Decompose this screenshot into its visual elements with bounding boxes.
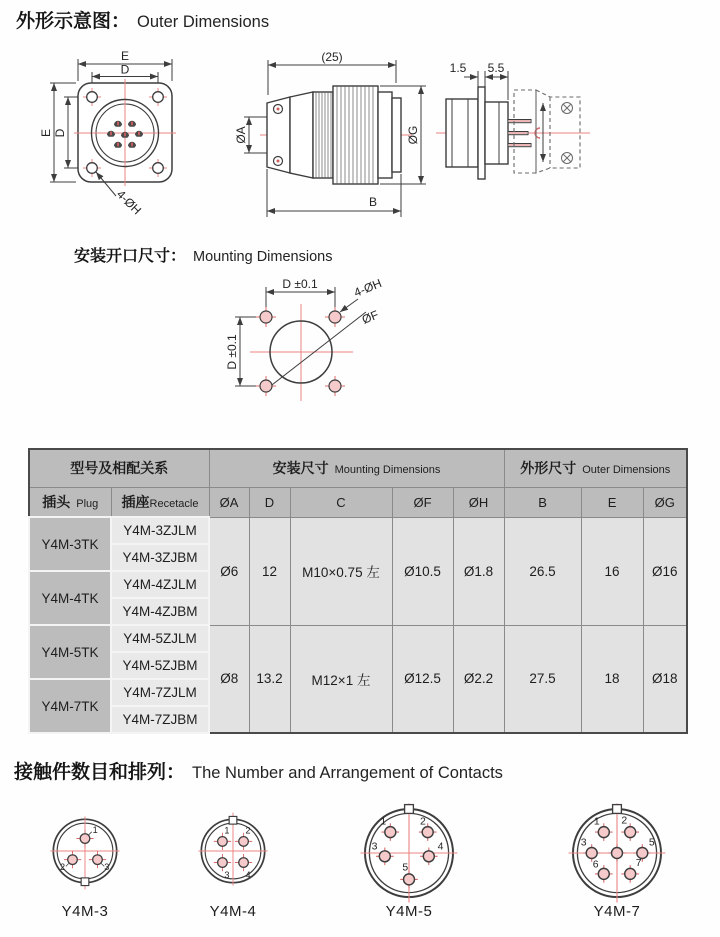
connector-label-y4m-4: Y4M-4 — [209, 903, 257, 920]
pin-number: 5 — [648, 837, 655, 849]
header-col-D: D — [249, 487, 290, 517]
bore-diameter-line — [268, 312, 366, 388]
receptacle-model: Y4M-3ZJLM — [111, 517, 209, 544]
section-title-mounting-dimensions — [74, 243, 332, 266]
section-title-contacts — [14, 757, 503, 784]
value-D: 12 — [249, 517, 290, 625]
contact-pins — [508, 120, 540, 147]
value-B: 27.5 — [504, 625, 581, 733]
value-A: Ø8 — [209, 625, 249, 733]
connector-label-y4m-7: Y4M-7 — [593, 903, 641, 920]
receptacle-model: Y4M-5ZJBM — [111, 652, 209, 679]
value-E: 16 — [581, 517, 643, 625]
value-F: Ø10.5 — [392, 517, 453, 625]
value-C: M10×0.75 左 — [290, 517, 392, 625]
receptacle-model: Y4M-7ZJBM — [111, 706, 209, 733]
dim-label-E-left: E — [39, 128, 53, 138]
header-models-group: 型号及相配关系 — [29, 449, 209, 487]
plug-model: Y4M-5TK — [29, 625, 111, 679]
contact-face-y4m-4 — [185, 803, 281, 899]
mounting-cutout-drawing — [198, 276, 448, 436]
dim-label-D-left: D ±0.1 — [225, 334, 239, 370]
title-zh: 接触件数目和排列： — [14, 762, 186, 783]
header-col-F: ØF — [392, 487, 453, 517]
dim-label-D-left: D — [53, 128, 67, 138]
pin-number: 7 — [635, 858, 642, 870]
header-receptacle: 插座Recetacle — [111, 487, 209, 517]
dim-label-D-top: D ±0.1 — [282, 277, 318, 291]
plug-model: Y4M-3TK — [29, 517, 111, 571]
flange-front-drawing — [30, 45, 230, 240]
value-F: Ø12.5 — [392, 625, 453, 733]
header-col-G: ØG — [643, 487, 687, 517]
value-C: M12×1 左 — [290, 625, 392, 733]
pin-number: 3 — [224, 869, 230, 880]
title-zh: 外形示意图： — [16, 11, 131, 32]
pin-number: 1 — [380, 816, 387, 828]
receptacle-model: Y4M-4ZJLM — [111, 571, 209, 598]
pin-number: 3 — [371, 841, 378, 853]
receptacle-model: Y4M-3ZJBM — [111, 544, 209, 571]
contact-face-y4m-3 — [37, 803, 133, 899]
receptacle-model: Y4M-7ZJLM — [111, 679, 209, 706]
contact-face-y4m-7 — [562, 798, 672, 908]
header-col-E: E — [581, 487, 643, 517]
dim-label-B: B — [368, 195, 378, 209]
receptacle-side-drawing — [428, 45, 638, 240]
spec-table — [28, 448, 688, 734]
pin-number: 1 — [224, 825, 230, 836]
receptacle-model: Y4M-5ZJLM — [111, 625, 209, 652]
pin-number: 4 — [245, 869, 251, 880]
keyway-notch — [81, 878, 89, 886]
dim-label-25: (25) — [321, 50, 343, 64]
pin-number: 3 — [104, 862, 110, 873]
keyway-notch — [405, 805, 414, 814]
connector-label-y4m-3: Y4M-3 — [61, 903, 109, 920]
value-B: 26.5 — [504, 517, 581, 625]
header-mounting-group: 安装尺寸 Mounting Dimensions — [209, 449, 504, 487]
dim-label-5-5: 5.5 — [487, 61, 505, 75]
pin-number: 1 — [593, 816, 600, 828]
dim-label-F: ØF — [359, 307, 381, 327]
value-A: Ø6 — [209, 517, 249, 625]
dim-label-4holes: 4-ØH — [351, 276, 384, 300]
value-D: 13.2 — [249, 625, 290, 733]
pin-number: 4 — [437, 841, 444, 853]
value-H: Ø1.8 — [453, 517, 504, 625]
receptacle-body — [446, 87, 508, 179]
section-title-outer-dimensions — [16, 6, 269, 33]
dim-label-1-5: 1.5 — [449, 61, 467, 75]
title-en: Mounting Dimensions — [193, 249, 333, 265]
plug-model: Y4M-4TK — [29, 571, 111, 625]
pin-number: 3 — [580, 837, 587, 849]
title-en: The Number and Arrangement of Contacts — [192, 764, 503, 782]
dim-label-A: ØA — [234, 126, 248, 144]
header-outer-group: 外形尺寸 Outer Dimensions — [504, 449, 687, 487]
plug-side-drawing — [228, 45, 443, 240]
pin-number: 2 — [621, 815, 628, 827]
dim-label-G: ØG — [406, 125, 420, 145]
pin-number: 5 — [402, 862, 409, 874]
contact-face-y4m-5 — [354, 798, 464, 908]
connector-label-y4m-5: Y4M-5 — [385, 903, 433, 920]
keyway-notch — [229, 816, 237, 824]
pin-number: 2 — [60, 862, 66, 873]
title-zh: 安装开口尺寸： — [74, 248, 187, 265]
title-en: Outer Dimensions — [137, 13, 270, 31]
value-G: Ø16 — [643, 517, 687, 625]
header-col-A: ØA — [209, 487, 249, 517]
dim-label-D-top: D — [120, 62, 130, 77]
header-col-H: ØH — [453, 487, 504, 517]
value-E: 18 — [581, 625, 643, 733]
header-plug: 插头 Plug — [29, 487, 111, 517]
header-col-B: B — [504, 487, 581, 517]
pin-number: 6 — [592, 859, 599, 871]
value-H: Ø2.2 — [453, 625, 504, 733]
pin-number: 2 — [420, 816, 426, 828]
pin-number: 1 — [92, 824, 98, 835]
plug-body — [267, 86, 401, 184]
dim-label-4holes: 4-ØH — [113, 187, 145, 218]
pin-number: 2 — [245, 825, 251, 836]
value-G: Ø18 — [643, 625, 687, 733]
receptacle-model: Y4M-4ZJBM — [111, 598, 209, 625]
header-col-C: C — [290, 487, 392, 517]
keyway-notch — [613, 805, 622, 814]
plug-model: Y4M-7TK — [29, 679, 111, 733]
dim-label-E-top: E — [120, 49, 130, 63]
